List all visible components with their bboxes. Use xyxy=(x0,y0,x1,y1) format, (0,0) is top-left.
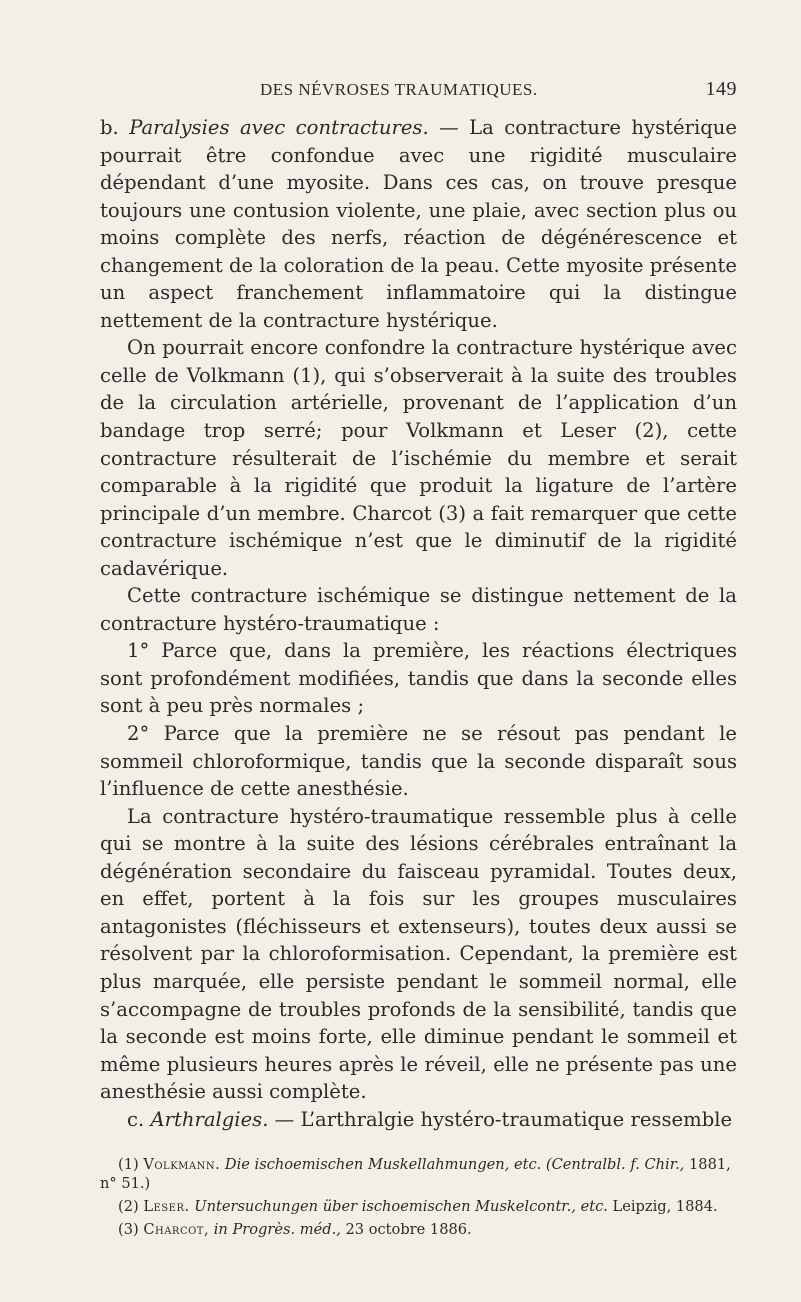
footnote xyxy=(100,1155,737,1193)
paragraph xyxy=(100,334,737,582)
paragraph xyxy=(100,637,737,720)
footnote-number: (3) xyxy=(118,1221,144,1239)
section-heading: Paralysies avec contractures. xyxy=(129,116,429,139)
footnote-title: Die ischoemischen Muskellahmungen, etc. (Centralbl. f. Chir., xyxy=(220,1156,685,1174)
paragraph-text: — L’arthralgie hystéro-traumatique ressemble xyxy=(268,1107,733,1131)
footnote xyxy=(100,1220,737,1239)
footnote-text: 23 octobre 1886. xyxy=(340,1221,472,1239)
footnote-title: Untersuchungen über ischoemischen Muskelcontr., etc. xyxy=(189,1198,608,1216)
footnotes xyxy=(100,1155,737,1239)
footnote-number: (2) xyxy=(118,1198,144,1216)
paragraph-text: 2° Parce que la première ne se résout pas pendant le sommeil chloroformique, tandis que la seconde disparaît sous l’influence de cette anesthésie. xyxy=(100,722,737,801)
page-header xyxy=(100,80,737,110)
footnote-title: in Progrès. méd., xyxy=(209,1221,341,1239)
section-heading: Arthralgies. xyxy=(150,1107,269,1131)
paragraph-text: Cette contracture ischémique se distingue nettement de la contracture hystéro-traumatique : xyxy=(100,584,737,635)
footnote-author: Volkmann. xyxy=(143,1156,221,1174)
section-letter: c. xyxy=(127,1107,151,1131)
paragraph xyxy=(100,114,737,334)
paragraph-text: — La contracture hystérique pourrait être confondue avec une rigidité musculaire dépendant d’une myosite. Dans ces cas, on trouve presque toujours une contusion violente, une plaie, avec section plus ou moins complète des nerfs, réaction de dégénérescence et changement de la coloration de la peau. Cette myosite présente un aspect franchement inflammatoire qui la distingue nettement de la contracture hystérique. xyxy=(100,116,737,332)
paragraph-text: On pourrait encore confondre la contracture hystérique avec celle de Volkmann (1), qui s’observerait à la suite des troubles de la circulation artérielle, provenant de l’application d’un bandage trop serré; pour Volkmann et Leser (2), cette contracture résulterait de l’ischémie du membre et serait comparable à la rigidité que produit la ligature de l’artère principale d’un membre. Charcot (3) a fait remarquer que cette contracture ischémique n’est que le diminutif de la rigidité cadavérique. xyxy=(100,336,737,580)
running-title: DES NÉVROSES TRAUMATIQUES. xyxy=(260,80,538,99)
paragraph xyxy=(100,803,737,1106)
paragraph xyxy=(100,1106,737,1134)
paragraph-text: La contracture hystéro-traumatique ressemble plus à celle qui se montre à la suite des lésions cérébrales entraînant la dégénération secondaire du faisceau pyramidal. Toutes deux, en effet, portent à la fois sur les groupes musculaires antagonistes (fléchisseurs et extenseurs), toutes deux aussi se résolvent par la chloroformisation. Cependant, la première est plus marquée, elle persiste pendant le sommeil normal, elle s’accompagne de troubles profonds de la sensibilité, tandis que la seconde est moins forte, elle diminue pendant le sommeil et même plusieurs heures après le réveil, elle ne présente pas une anesthésie aussi complète. xyxy=(100,804,737,1104)
section-letter: b. xyxy=(100,116,130,139)
footnote-text: 1881, n° 51.) xyxy=(100,1156,731,1193)
footnote-text: Leipzig, 1884. xyxy=(607,1198,718,1216)
body-text xyxy=(100,114,737,1133)
footnote-number: (1) xyxy=(118,1156,144,1174)
footnote-author: Charcot, xyxy=(143,1221,210,1239)
footnote xyxy=(100,1197,737,1216)
paragraph xyxy=(100,582,737,637)
paragraph xyxy=(100,720,737,803)
footnote-author: Leser. xyxy=(143,1198,190,1216)
page-number: 149 xyxy=(705,78,737,100)
paragraph-text: 1° Parce que, dans la première, les réactions électriques sont profondément modifiées, tandis que dans la seconde elles sont à peu près normales ; xyxy=(100,639,737,718)
